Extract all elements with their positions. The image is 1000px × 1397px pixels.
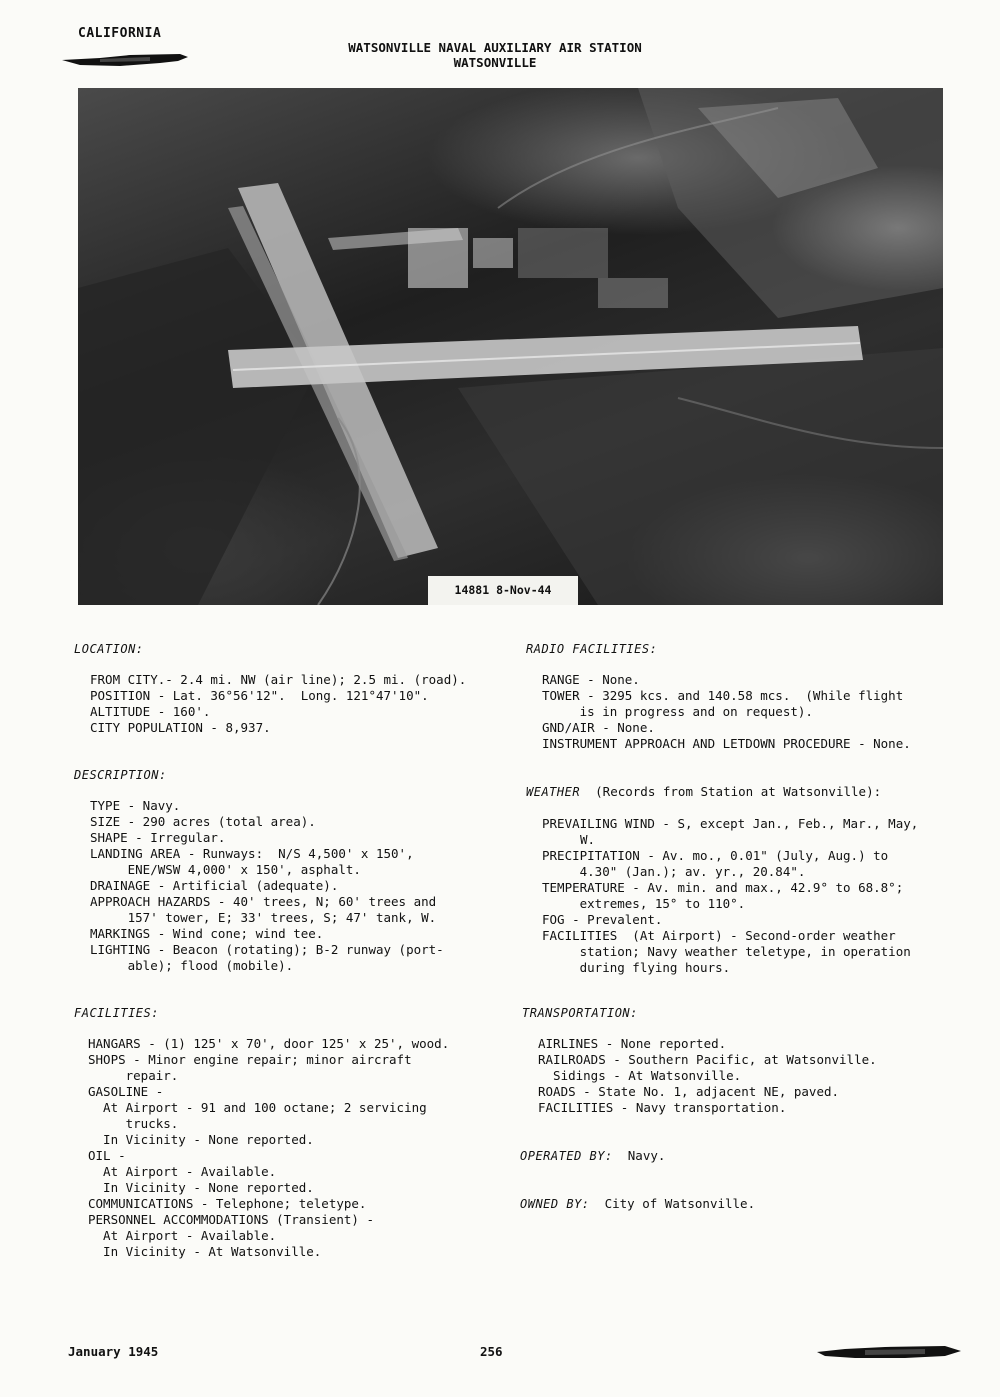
- radio-line: is in progress and on request).: [542, 704, 813, 719]
- facilities-line: In Vicinity - None reported.: [88, 1180, 314, 1195]
- state-heading: CALIFORNIA: [78, 26, 162, 41]
- airplane-silhouette-icon: [815, 1342, 965, 1364]
- airplane-silhouette-icon: [60, 52, 190, 72]
- facilities-line: At Airport - Available.: [88, 1164, 277, 1179]
- facilities-line: In Vicinity - At Watsonville.: [88, 1244, 322, 1259]
- facilities-line: COMMUNICATIONS - Telephone; teletype.: [88, 1196, 367, 1211]
- radio-line: TOWER - 3295 kcs. and 140.58 mcs. (While flight: [542, 688, 904, 703]
- facilities-line: repair.: [88, 1068, 179, 1083]
- facilities-line: PERSONNEL ACCOMMODATIONS (Transient) -: [88, 1212, 374, 1227]
- description-line: SIZE - 290 acres (total area).: [90, 814, 316, 829]
- weather-line: PREVAILING WIND - S, except Jan., Feb., Mar., May,: [542, 816, 919, 831]
- aerial-photo: [78, 88, 943, 605]
- owned-by-value: City of Watsonville.: [604, 1196, 756, 1211]
- description-line: LIGHTING - Beacon (rotating); B-2 runway (port-: [90, 942, 444, 957]
- weather-line: TEMPERATURE - Av. min. and max., 42.9° to 68.8°;: [542, 880, 904, 895]
- transportation-line: AIRLINES - None reported.: [538, 1036, 727, 1051]
- location-line: ALTITUDE - 160'.: [90, 704, 211, 719]
- transportation-line: FACILITIES - Navy transportation.: [538, 1100, 787, 1115]
- facilities-line: At Airport - 91 and 100 octane; 2 servicing: [88, 1100, 427, 1115]
- weather-heading-note: (Records from Station at Watsonville):: [595, 784, 882, 799]
- facilities-line: trucks.: [88, 1116, 179, 1131]
- description-line: LANDING AREA - Runways: N/S 4,500' x 150',: [90, 846, 414, 861]
- facilities-line: At Airport - Available.: [88, 1228, 277, 1243]
- location-line: CITY POPULATION - 8,937.: [90, 720, 271, 735]
- weather-line: 4.30" (Jan.); av. yr., 20.84".: [542, 864, 806, 879]
- owned-by-label: OWNED BY:: [520, 1197, 590, 1211]
- description-line: able); flood (mobile).: [90, 958, 294, 973]
- operated-by-value: Navy.: [627, 1148, 666, 1163]
- location-line: FROM CITY.- 2.4 mi. NW (air line); 2.5 mi. (road).: [90, 672, 467, 687]
- description-line: DRAINAGE - Artificial (adequate).: [90, 878, 339, 893]
- facilities-line: SHOPS - Minor engine repair; minor aircraft: [88, 1052, 412, 1067]
- description-line: ENE/WSW 4,000' x 150', asphalt.: [90, 862, 361, 877]
- footer-date: January 1945: [68, 1344, 159, 1359]
- radio-line: INSTRUMENT APPROACH AND LETDOWN PROCEDURE - None.: [542, 736, 911, 751]
- description-heading: DESCRIPTION:: [74, 768, 167, 782]
- description-line: TYPE - Navy.: [90, 798, 181, 813]
- description-line: APPROACH HAZARDS - 40' trees, N; 60' trees and: [90, 894, 437, 909]
- description-line: MARKINGS - Wind cone; wind tee.: [90, 926, 324, 941]
- radio-line: GND/AIR - None.: [542, 720, 655, 735]
- weather-line: during flying hours.: [542, 960, 731, 975]
- airfield-illustration: [78, 88, 943, 605]
- weather-line: station; Navy weather teletype, in operation: [542, 944, 911, 959]
- description-line: 157' tower, E; 33' trees, S; 47' tank, W.: [90, 910, 437, 925]
- facilities-line: OIL -: [88, 1148, 126, 1163]
- facilities-line: In Vicinity - None reported.: [88, 1132, 314, 1147]
- facilities-line: HANGARS - (1) 125' x 70', door 125' x 25', wood.: [88, 1036, 450, 1051]
- operated-by-row: [520, 1148, 665, 1164]
- title-line-2: WATSONVILLE: [453, 55, 537, 70]
- transportation-heading: TRANSPORTATION:: [522, 1006, 638, 1020]
- transportation-line: RAILROADS - Southern Pacific, at Watsonville.: [538, 1052, 877, 1067]
- transportation-line: ROADS - State No. 1, adjacent NE, paved.: [538, 1084, 840, 1099]
- radio-facilities-heading: RADIO FACILITIES:: [526, 642, 658, 656]
- page-number: 256: [480, 1344, 503, 1359]
- owned-by-row: [520, 1196, 755, 1212]
- weather-line: FOG - Prevalent.: [542, 912, 663, 927]
- facilities-line: GASOLINE -: [88, 1084, 164, 1099]
- weather-line: PRECIPITATION - Av. mo., 0.01" (July, Aug.) to: [542, 848, 889, 863]
- description-line: SHAPE - Irregular.: [90, 830, 226, 845]
- radio-line: RANGE - None.: [542, 672, 640, 687]
- weather-line: W.: [580, 832, 596, 847]
- document-title: [300, 40, 690, 70]
- weather-line: FACILITIES (At Airport) - Second-order weather: [542, 928, 896, 943]
- location-heading: LOCATION:: [74, 642, 144, 656]
- weather-line: extremes, 15° to 110°.: [542, 896, 746, 911]
- location-line: POSITION - Lat. 36°56'12". Long. 121°47'10".: [90, 688, 429, 703]
- weather-heading-row: [526, 784, 881, 800]
- title-line-1: WATSONVILLE NAVAL AUXILIARY AIR STATION: [348, 40, 642, 55]
- weather-heading: WEATHER: [526, 785, 581, 799]
- photo-caption: 14881 8-Nov-44: [428, 576, 578, 605]
- operated-by-label: OPERATED BY:: [520, 1149, 613, 1163]
- facilities-heading: FACILITIES:: [74, 1006, 159, 1020]
- transportation-line: Sidings - At Watsonville.: [538, 1068, 742, 1083]
